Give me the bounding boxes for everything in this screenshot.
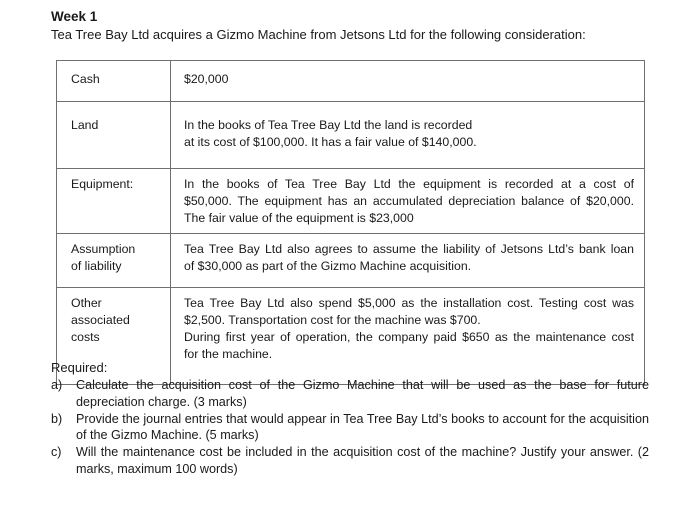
row-label-liability (57, 234, 171, 288)
label-line: Assumption (71, 242, 136, 256)
question-marker: c) (51, 445, 62, 460)
question-list (51, 377, 649, 478)
desc-line: $20,000 (184, 72, 229, 86)
desc-line: Tea Tree Bay Ltd also agrees to assume the liability of Jetsons Ltd’s bank loan (184, 242, 634, 256)
table-row (57, 288, 645, 385)
row-desc-equipment (171, 169, 645, 234)
question-text: Will the maintenance cost be included in the acquisition cost of the machine? Justify your answer. (2 marks, maximum 100 words) (76, 445, 649, 476)
question-marker: b) (51, 411, 63, 426)
label-line: of liability (71, 259, 122, 273)
consideration-table (56, 60, 645, 385)
desc-line: for the machine. (184, 347, 273, 361)
row-label-equipment: Equipment: (57, 169, 171, 234)
desc-line: Tea Tree Bay Ltd also spend $5,000 as the installation cost. Testing cost was (184, 296, 634, 310)
label-line: Other (71, 296, 102, 310)
question-item (51, 444, 649, 478)
desc-line: In the books of Tea Tree Bay Ltd the land is recorded (184, 118, 473, 132)
question-text: Calculate the acquisition cost of the Gizmo Machine that will be used as the base for future depreciation charge. (3 marks) (76, 378, 649, 409)
table-row (57, 61, 645, 102)
desc-line: The fair value of the equipment is $23,000 (184, 211, 414, 225)
desc-line: $50,000. The equipment has an accumulated depreciation balance of $20,000. (184, 194, 634, 208)
question-item (51, 411, 649, 445)
desc-line: $2,500. Transportation cost for the machine was $700. (184, 313, 481, 327)
table-row (57, 102, 645, 169)
desc-line: at its cost of $100,000. It has a fair value of $140,000. (184, 135, 477, 149)
row-desc-cash (171, 61, 645, 102)
desc-line: of $30,000 as part of the Gizmo Machine acquisition. (184, 259, 472, 273)
intro-text: Tea Tree Bay Ltd acquires a Gizmo Machine from Jetsons Ltd for the following consideration: (51, 27, 586, 42)
row-desc-land (171, 102, 645, 169)
table-row (57, 169, 645, 234)
question-marker: a) (51, 378, 63, 392)
question-text: Provide the journal entries that would appear in Tea Tree Bay Ltd’s books to account for the acquisition of the Gizmo Machine. (5 marks) (76, 411, 649, 443)
required-heading: Required: (51, 360, 108, 375)
week-title: Week 1 (51, 9, 98, 24)
label-line: costs (71, 330, 100, 344)
label-line: associated (71, 313, 130, 327)
row-desc-other-costs (171, 288, 645, 385)
question-item (51, 377, 649, 411)
table-row (57, 234, 645, 288)
desc-line: During first year of operation, the company paid $650 as the maintenance cost (184, 330, 634, 344)
row-label-cash: Cash (57, 61, 171, 102)
desc-line: In the books of Tea Tree Bay Ltd the equipment is recorded at a cost of (184, 177, 634, 191)
row-desc-liability (171, 234, 645, 288)
row-label-land: Land (57, 102, 171, 169)
